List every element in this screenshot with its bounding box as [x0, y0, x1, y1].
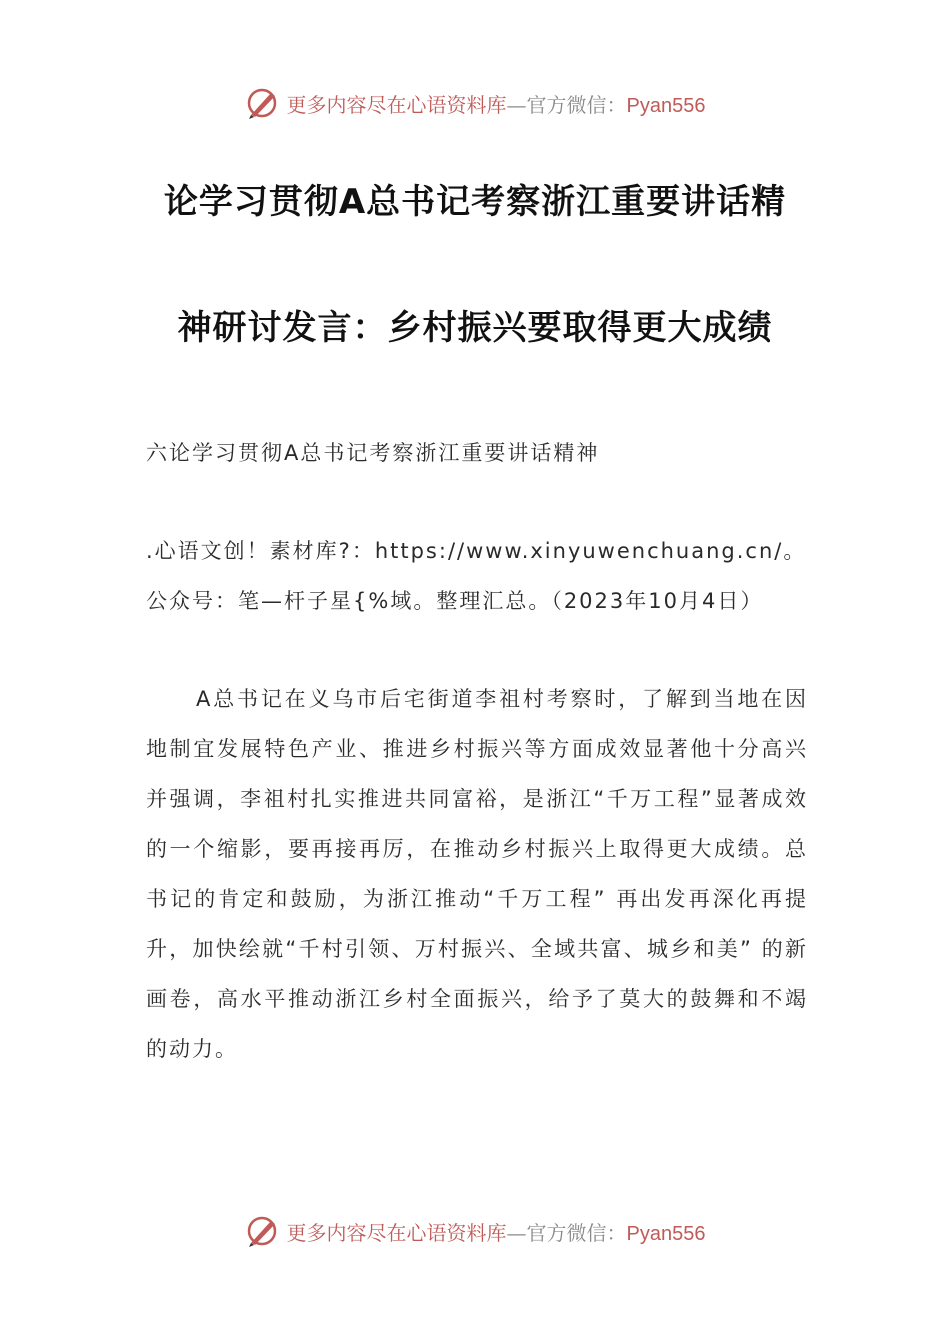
body-paragraph: A总书记在义乌市后宅街道李祖村考察时，了解到当地在因地制宜发展特色产业、推进乡村振兴等方面成效显著他十分高兴并强调，李祖村扎实推进共同富裕，是浙江“千万工程”显著成效的一个缩影，要再接再厉，在推动乡村振兴上取得更大成绩。总书记的肯定和鼓励，为浙江推动“千万工程” 再出发再深化再提升，加快绘就“千村引领、万村振兴、全域共富、城乡和美” 的新画卷，高水平推动浙江乡村全面振兴，给予了莫大的鼓舞和不竭的动力。 [146, 687, 808, 1061]
pen-logo-icon [245, 1213, 281, 1249]
footer-watermark [0, 1211, 950, 1251]
document-title-line-2: 神研讨发言：乡村振兴要取得更大成绩 [177, 308, 773, 348]
watermark-text: 更多内容尽在心语资料库—官方微信：Pyan556 [286, 92, 706, 117]
pen-logo-icon [245, 85, 281, 121]
header-watermark [0, 83, 950, 123]
watermark-text: 更多内容尽在心语资料库—官方微信：Pyan556 [286, 1220, 706, 1245]
document-title-line-1: 论学习贯彻A总书记考察浙江重要讲话精 [163, 182, 787, 222]
subheading: 六论学习贯彻A总书记考察浙江重要讲话精神 [146, 441, 600, 465]
source-note: .心语文创！素材库?：https://www.xinyuwenchuang.cn/。公众号：笔—杆子星{%域。整理汇总。（2023年10月4日） [146, 539, 807, 613]
